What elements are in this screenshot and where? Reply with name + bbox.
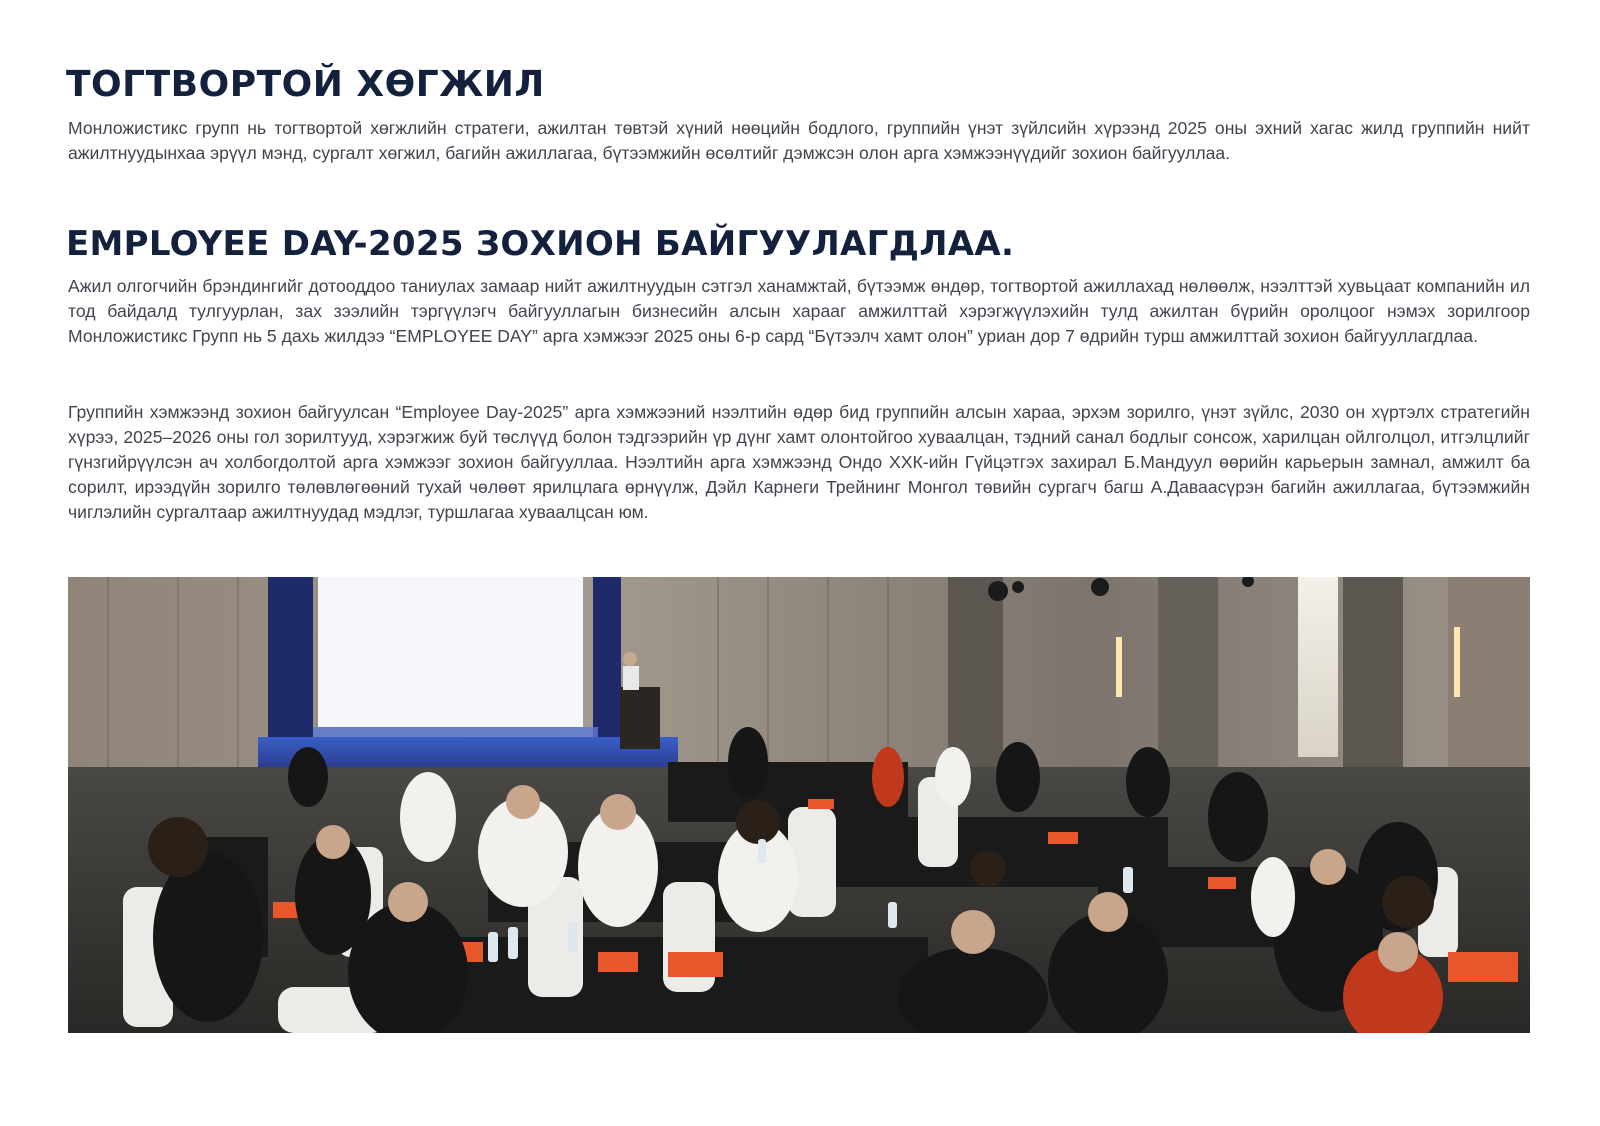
employee-day-paragraph-1: Ажил олгогчийн брэндингийг дотооддоо таниулах замаар нийт ажилтнуудын сэтгэл ханамжтай, бүтээмж өндөр, тогтвортой ажиллахад нөлөөлж, нээлттэй хувьцаат компанийн ил тод байдалд тулгуурлан, зах зээлийн тэргүүлэгч байгууллагын бизнесийн алсын харааг амжилттай хэрэгжүүлэхийн тулд ажилтан бүрийн оролцоог нэмэх зорилгоор Монложистикс Групп нь 5 дахь жилдээ “EMPLOYEE DAY” арга хэмжээг 2025 оны 6-р сард “Бүтээлч хамт олон” уриан дор 7 өдрийн турш амжилттай зохион байгууллагдлаа.	[68, 276, 1530, 346]
led-wall-right	[593, 577, 621, 747]
section-heading-employee-day: EMPLOYEE DAY-2025 ЗОХИОН БАЙГУУЛАГДЛАА.	[66, 224, 1015, 264]
window-light	[1298, 577, 1338, 757]
podium	[620, 687, 660, 749]
event-photo-illustration	[68, 577, 1530, 1033]
section-body-sustainable-development: Монложистикс групп нь тогтвортой хөгжлийн стратеги, ажилтан төвтэй хүний нөөцийн бодлого, группийн үнэт зүйлсийн хүрээнд 2025 оны эхний хагас жилд группийн нийт ажилтнуудынхаа эрүүл мэнд, сургалт хөгжил, багийн ажиллагаа, бүтээмжийн өсөлтийг дэмжсэн олон арга хэмжээнүүдийг зохион байгууллаа.	[68, 118, 1530, 163]
employee-day-paragraph-2: Группийн хэмжээнд зохион байгуулсан “Employee Day-2025” арга хэмжээний нээлтийн өдөр бид группийн алсын хараа, эрхэм зорилго, үнэт зүйлс, 2030 он хүртэлх стратегийн хүрээ, 2025–2026 оны гол зорилтууд, хэрэгжиж буй төслүүд болон тэдгээрийн үр дүнг хамт олонтойгоо хуваалцан, тэдний санал бодлыг сонсож, харилцан ойлголцол, итгэлцлийг гүнзгийрүүлсэн ач холбогдолтой арга хэмжээг зохион байгууллаа. Нээлтийн арга хэмжээнд Ондо ХХК-ийн Гүйцэтгэх захирал Б.Мандуул өөрийн карьерын замнал, амжилт ба сорилт, ирээдүйн зорилго төлөвлөгөөний тухай чөлөөт ярилцлага өрнүүлж, Дэйл Карнеги Трейнинг Монгол төвийн сургагч багш А.Даваасүрэн багийн ажиллагаа, бүтээмжийн чиглэлийн сургалтаар ажилтнуудад мэдлэг, туршлагаа хуваалцсан юм.	[68, 402, 1530, 522]
section-heading-sustainable-development: ТОГТВОРТОЙ ХӨГЖИЛ	[66, 64, 545, 105]
led-wall-left	[268, 577, 313, 747]
event-photo	[68, 577, 1530, 1033]
projection-screen	[318, 577, 583, 727]
